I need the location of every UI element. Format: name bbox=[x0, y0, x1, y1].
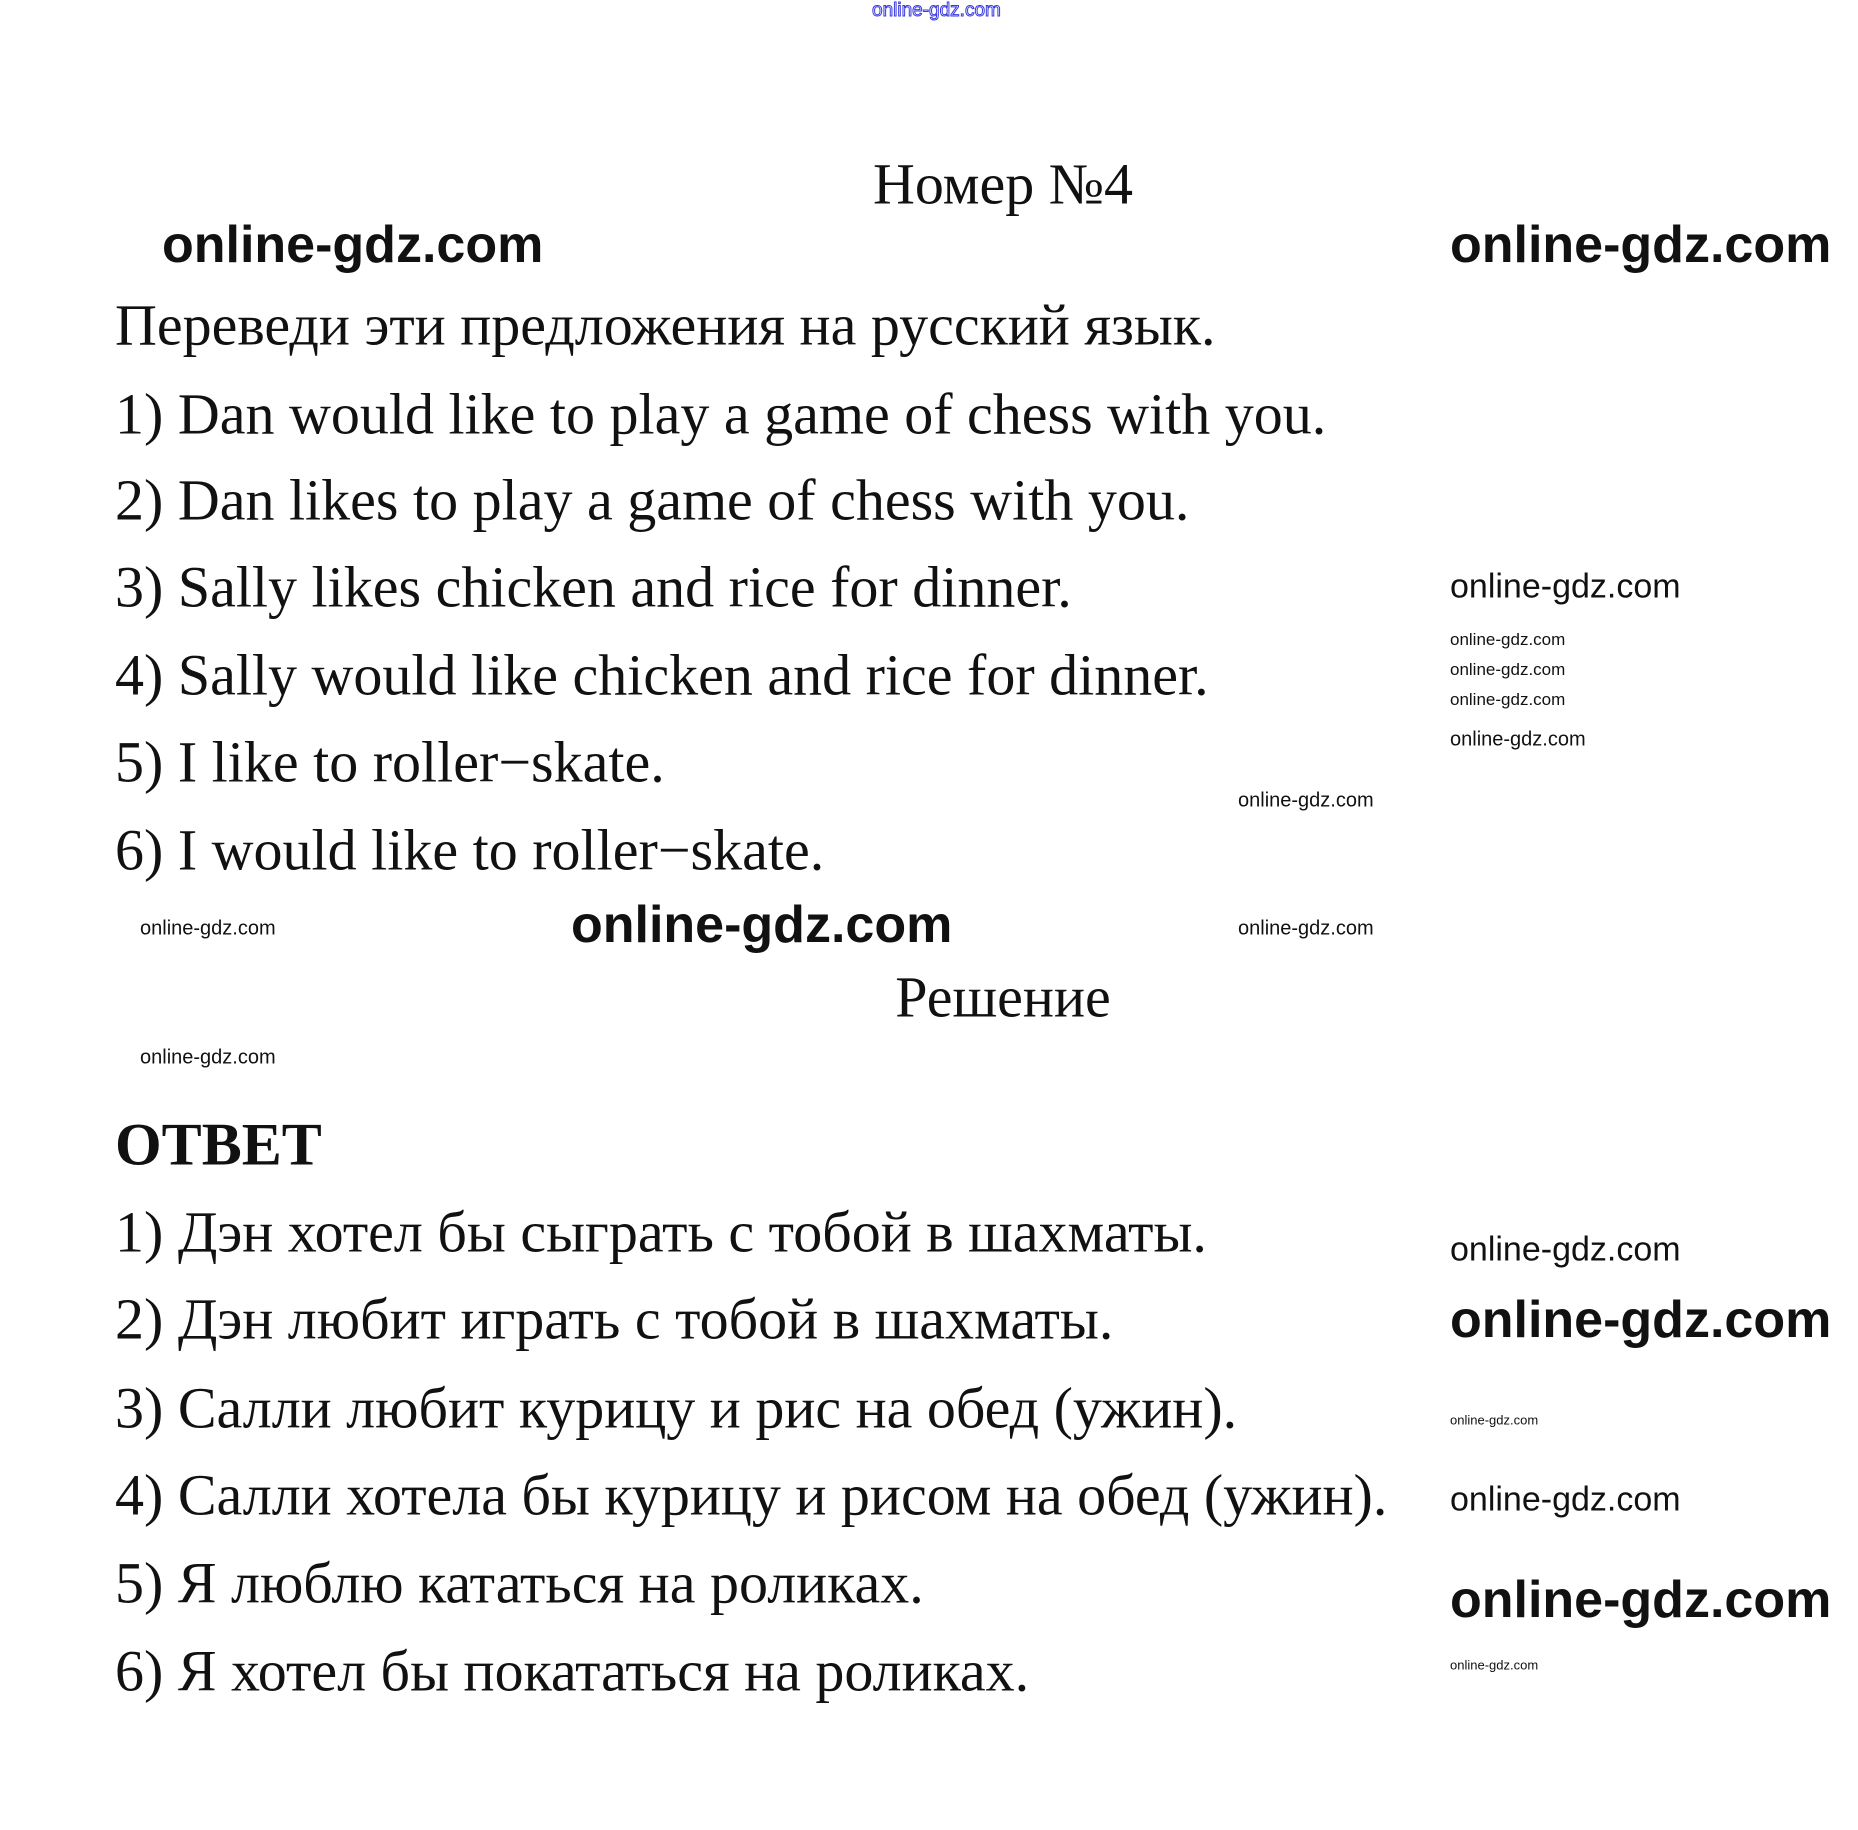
answer-item: 5) Я люблю кататься на роликах. bbox=[115, 1550, 924, 1616]
answer-item: 2) Дэн любит играть с тобой в шахматы. bbox=[115, 1286, 1114, 1352]
task-item: 6) I would like to roller−skate. bbox=[115, 817, 825, 883]
task-item: 3) Sally likes chicken and rice for dinner. bbox=[115, 554, 1072, 620]
watermark: online-gdz.com bbox=[571, 896, 953, 954]
answer-item: 3) Салли любит курицу и рис на обед (ужин). bbox=[115, 1375, 1238, 1441]
task-item: 2) Dan likes to play a game of chess with you. bbox=[115, 467, 1190, 533]
watermark: online-gdz.com bbox=[1450, 1230, 1681, 1269]
watermark: online-gdz.com bbox=[1238, 789, 1374, 812]
watermark-top: online-gdz.com bbox=[872, 0, 1001, 21]
watermark: online-gdz.com bbox=[140, 1046, 276, 1069]
watermark: online-gdz.com bbox=[1450, 660, 1566, 679]
solution-heading: Решение bbox=[895, 964, 1111, 1030]
task-item: 5) I like to roller−skate. bbox=[115, 729, 665, 795]
watermark: online-gdz.com bbox=[1450, 216, 1832, 274]
watermark: online-gdz.com bbox=[1450, 1291, 1832, 1349]
watermark: online-gdz.com bbox=[1238, 917, 1374, 940]
task-item: 1) Dan would like to play a game of chess with you. bbox=[115, 381, 1327, 447]
watermark: online-gdz.com bbox=[162, 216, 544, 274]
answer-item: 4) Салли хотела бы курицу и рисом на обед (ужин). bbox=[115, 1462, 1388, 1528]
watermark: online-gdz.com bbox=[1450, 728, 1586, 751]
watermark: online-gdz.com bbox=[1450, 690, 1566, 709]
watermark: online-gdz.com bbox=[1450, 630, 1566, 649]
page-title: Номер №4 bbox=[872, 151, 1134, 217]
task-instruction: Переведи эти предложения на русский язык. bbox=[115, 292, 1216, 358]
task-item: 4) Sally would like chicken and rice for dinner. bbox=[115, 642, 1209, 708]
watermark: online-gdz.com bbox=[1450, 1480, 1681, 1519]
watermark: online-gdz.com bbox=[1450, 567, 1681, 606]
answer-heading: ОТВЕТ bbox=[115, 1111, 322, 1178]
watermark: online-gdz.com bbox=[1450, 1571, 1832, 1629]
answer-item: 6) Я хотел бы покататься на роликах. bbox=[115, 1638, 1030, 1704]
watermark: online-gdz.com bbox=[1450, 1412, 1539, 1428]
answer-item: 1) Дэн хотел бы сыграть с тобой в шахматы. bbox=[115, 1199, 1207, 1265]
watermark: online-gdz.com bbox=[1450, 1657, 1539, 1673]
watermark: online-gdz.com bbox=[140, 917, 276, 940]
